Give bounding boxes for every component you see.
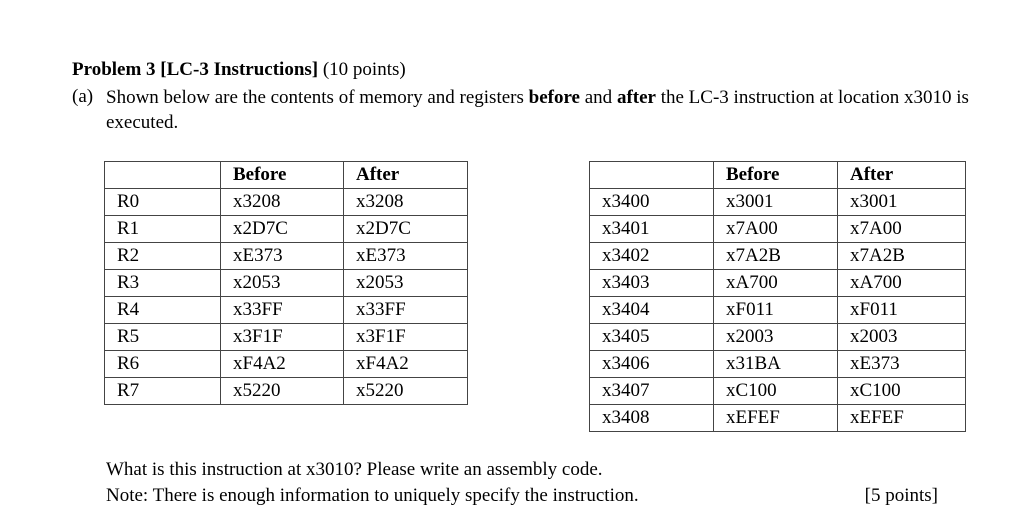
table-cell: xF011 — [714, 297, 838, 324]
table-cell: x5220 — [221, 378, 344, 405]
table-cell: x33FF — [221, 297, 344, 324]
table-cell: xC100 — [838, 378, 966, 405]
table-cell: xC100 — [714, 378, 838, 405]
table-row — [590, 351, 966, 378]
table-cell: R2 — [105, 243, 221, 270]
table-cell: xE373 — [221, 243, 344, 270]
table-row — [590, 216, 966, 243]
register-table-body — [105, 162, 468, 405]
table-cell: x7A2B — [838, 243, 966, 270]
table-row — [105, 324, 468, 351]
part-a-bold-after: after — [616, 87, 656, 108]
table-cell: xEFEF — [714, 405, 838, 432]
table-row — [105, 216, 468, 243]
problem-title: Problem 3 [LC-3 Instructions] — [72, 59, 319, 80]
table-cell: x3F1F — [221, 324, 344, 351]
part-a-bold-before: before — [528, 87, 580, 108]
table-row — [590, 324, 966, 351]
question-line-1: What is this instruction at x3010? Please write an assembly code. — [106, 459, 603, 480]
table-cell: x7A2B — [714, 243, 838, 270]
table-cell: x5220 — [344, 378, 468, 405]
table-cell: x3406 — [590, 351, 714, 378]
table-cell: xA700 — [714, 270, 838, 297]
table-cell: x2053 — [221, 270, 344, 297]
table-row — [105, 270, 468, 297]
table-cell: R0 — [105, 189, 221, 216]
table-cell: R7 — [105, 378, 221, 405]
table-header-cell — [590, 162, 714, 189]
question-line-2: Note: There is enough information to uniquely specify the instruction. — [106, 485, 639, 506]
table-cell: x2053 — [344, 270, 468, 297]
table-header-cell: Before — [221, 162, 344, 189]
table-header-cell: After — [838, 162, 966, 189]
table-cell: xF4A2 — [344, 351, 468, 378]
part-a-text — [106, 85, 986, 135]
table-cell: xE373 — [344, 243, 468, 270]
table-cell: x3404 — [590, 297, 714, 324]
table-cell: xA700 — [838, 270, 966, 297]
question-points: [5 points] — [864, 485, 938, 506]
table-cell: x3001 — [714, 189, 838, 216]
table-cell: x2D7C — [221, 216, 344, 243]
problem-heading — [72, 58, 406, 82]
problem-points: (10 points) — [322, 59, 406, 80]
part-a-text-1: Shown below are the contents of memory and registers — [106, 87, 529, 108]
table-cell: x7A00 — [714, 216, 838, 243]
table-header-cell — [105, 162, 221, 189]
table-row — [590, 243, 966, 270]
table-header-cell: Before — [714, 162, 838, 189]
table-cell: R4 — [105, 297, 221, 324]
table-row — [590, 378, 966, 405]
table-row — [590, 405, 966, 432]
table-row — [105, 351, 468, 378]
register-table — [104, 161, 468, 405]
table-cell: x31BA — [714, 351, 838, 378]
table-cell: x3405 — [590, 324, 714, 351]
memory-table — [589, 161, 966, 432]
table-cell: x3208 — [344, 189, 468, 216]
table-row — [590, 270, 966, 297]
table-row — [105, 243, 468, 270]
table-row — [105, 189, 468, 216]
table-cell: xF4A2 — [221, 351, 344, 378]
table-cell: R3 — [105, 270, 221, 297]
table-cell: x3400 — [590, 189, 714, 216]
table-row — [105, 297, 468, 324]
table-cell: x7A00 — [838, 216, 966, 243]
table-row — [105, 378, 468, 405]
table-cell: x3208 — [221, 189, 344, 216]
table-header-cell: After — [344, 162, 468, 189]
table-cell: R6 — [105, 351, 221, 378]
table-cell: x2003 — [838, 324, 966, 351]
table-cell: x3001 — [838, 189, 966, 216]
memory-table-body — [590, 162, 966, 432]
table-row — [590, 189, 966, 216]
table-cell: x3F1F — [344, 324, 468, 351]
table-cell: xEFEF — [838, 405, 966, 432]
table-cell: x3402 — [590, 243, 714, 270]
table-cell: xF011 — [838, 297, 966, 324]
table-cell: x2D7C — [344, 216, 468, 243]
table-cell: x3401 — [590, 216, 714, 243]
table-cell: x2003 — [714, 324, 838, 351]
table-cell: x3408 — [590, 405, 714, 432]
table-row — [590, 297, 966, 324]
part-a-text-2: and — [580, 87, 617, 108]
table-cell: xE373 — [838, 351, 966, 378]
table-cell: R5 — [105, 324, 221, 351]
table-header-row — [105, 162, 468, 189]
table-cell: R1 — [105, 216, 221, 243]
part-a-label: (a) — [72, 86, 94, 107]
table-cell: x3407 — [590, 378, 714, 405]
table-header-row — [590, 162, 966, 189]
table-cell: x3403 — [590, 270, 714, 297]
part-a-text-3: the LC-3 instruction at location x3010 is executed. — [106, 87, 969, 133]
table-cell: x33FF — [344, 297, 468, 324]
